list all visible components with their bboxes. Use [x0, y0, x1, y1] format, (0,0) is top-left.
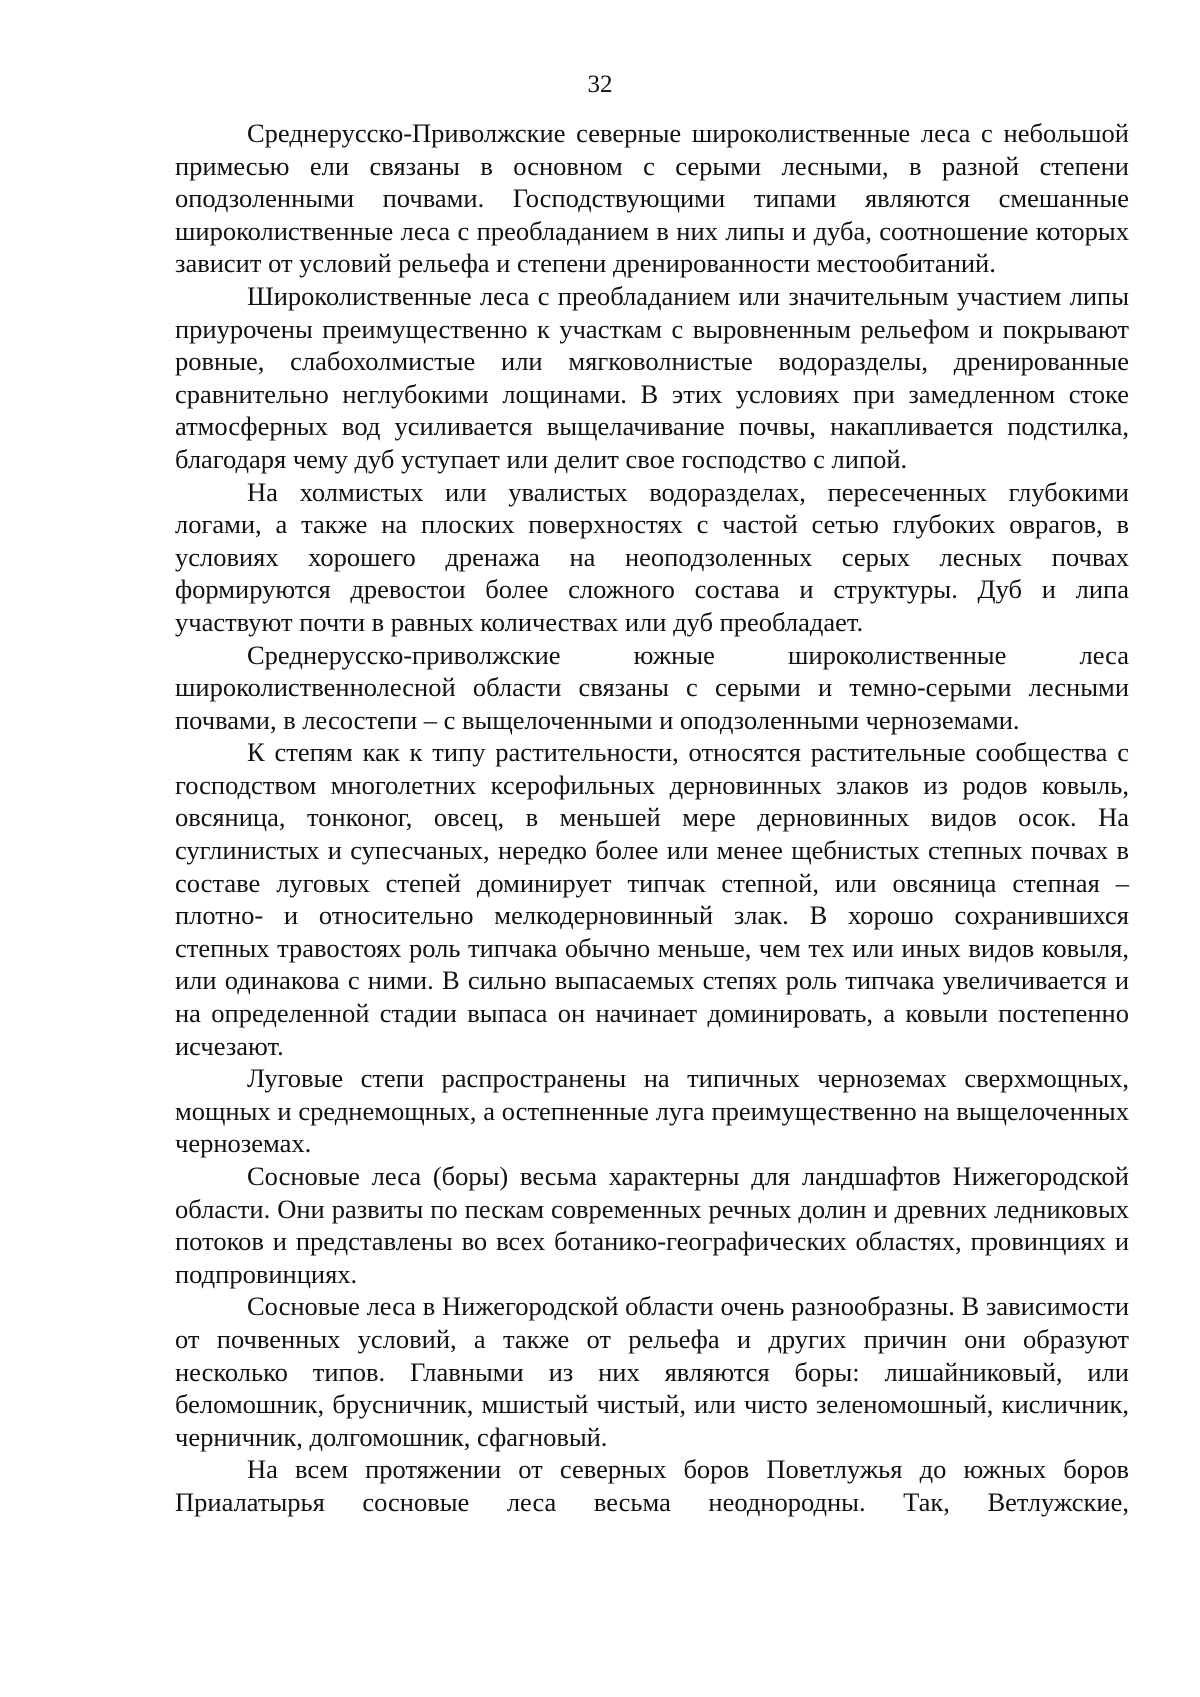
paragraph-linden-forests: Широколиственные леса с преобладанием или значительным участием липы приурочены преимущественно к участкам с выровненным рельефом и покрывают ровные, слабохолмистые или мягковолнистые водоразделы, дренированные сравнительно неглубокими лощинами. В этих условиях при замедленном стоке атмосферных вод усиливается выщелачивание почвы, накапливается подстилка, благодаря чему дуб уступает или делит свое господство с липой. [175, 280, 1129, 474]
paragraph-pine-heterogeneity: На всем протяжении от северных боров Поветлужья до южных боров Приалатырья сосновые леса весьма неоднородны. Так, Ветлужские, [175, 1454, 1129, 1517]
paragraph-broadleaf-forests: Среднерусско-Приволжские северные широколиственные леса с небольшой примесью ели связаны в основном с серыми лесными, в разной степени оподзоленными почвами. Господствующими типами являются смешанные широколиственные леса с преобладанием в них липы и дуба, соотношение которых зависит от условий рельефа и степени дренированности местообитаний. [175, 118, 1129, 279]
paragraph-pine-forests: Сосновые леса (боры) весьма характерны для ландшафтов Нижегородской области. Они развиты по пескам современных речных долин и древних ледниковых потоков и представлены во всех ботанико-географических областях, провинциях и подпровинциях. [175, 1161, 1129, 1289]
paragraph-hilly-watersheds: На холмистых или увалистых водоразделах, пересеченных глубокими логами, а также на плоских поверхностях с частой сетью глубоких оврагов, в условиях хорошего дренажа на неоподзоленных серых лесных почвах формируются древостои более сложного состава и структуры. Дуб и липа участвуют почти в равных количествах или дуб преобладает. [175, 476, 1129, 637]
paragraph-steppes: К степям как к типу растительности, относятся растительные сообщества с господством многолетних ксерофильных дерновинных злаков из родов ковыль, овсяница, тонконог, овсец, в меньшей мере дерновинных видов осок. На суглинистых и супесчаных, нередко более или менее щебнистых степных почвах в составе луговых степей доминирует типчак степной, или овсяница степная – плотно- и относительно мелкодерновинный злак. В хорошо сохранившихся степных травостоях роль типчака обычно меньше, чем тех или иных видов ковыля, или одинакова с ними. В сильно выпасаемых степях роль типчака увеличивается и на определенной стадии выпаса он начинает доминировать, а ковыли постепенно исчезают. [175, 737, 1129, 1061]
paragraph-meadow-steppes: Луговые степи распространены на типичных черноземах сверхмощных, мощных и среднемощных, а остепненные луга преимущественно на выщелоченных черноземах. [175, 1063, 1129, 1159]
paragraph-southern-broadleaf: Среднерусско-приволжские южные широколиственные леса широколиственнолесной области связаны с серыми и темно-серыми лесными почвами, в лесостепи – с выщелоченными и оподзоленными черноземами. [175, 639, 1129, 735]
body-text [175, 117, 1129, 1519]
paragraph-pine-forest-types: Сосновые леса в Нижегородской области очень разнообразны. В зависимости от почвенных условий, а также от рельефа и других причин они образуют несколько типов. Главными из них являются боры: лишайниковый, или беломошник, брусничник, мшистый чистый, или чисто зеленомошный, кисличник, черничник, долгомошник, сфагновый. [175, 1291, 1129, 1452]
page-number: 32 [587, 71, 613, 98]
